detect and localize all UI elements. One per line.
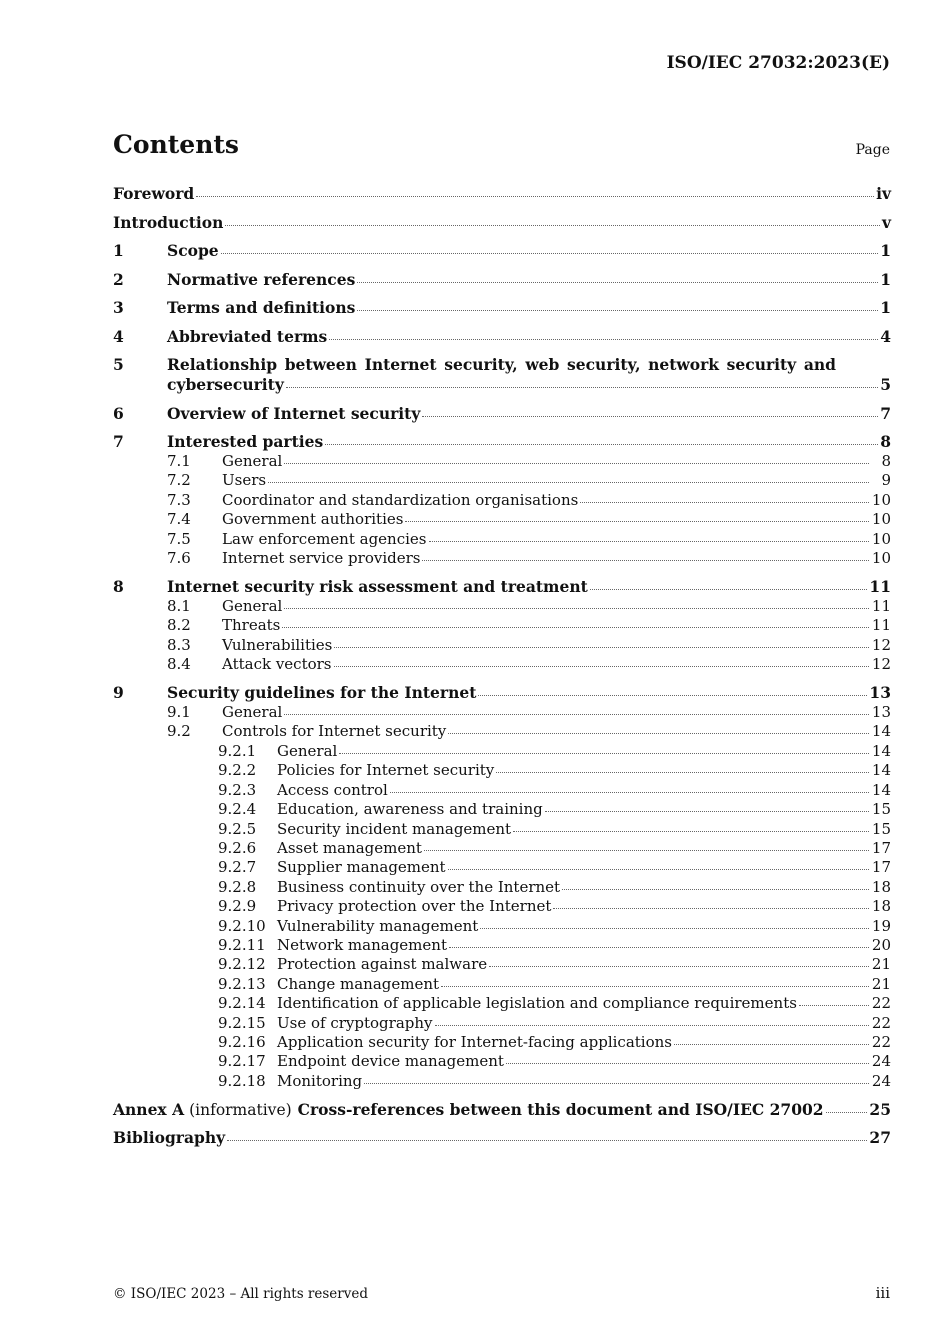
toc-entry-text: Cross-references between this document and ISO/IEC 27002 — [297, 1099, 824, 1119]
toc-subsubclause[interactable] — [113, 761, 891, 780]
toc-entry-page: 14 — [871, 741, 891, 760]
toc-entry-text: Introduction — [113, 212, 224, 232]
toc-subclause[interactable] — [113, 597, 891, 616]
dot-leader — [282, 627, 869, 628]
toc-entry-page: 7 — [880, 403, 891, 423]
toc-entry-page: 21 — [871, 955, 891, 974]
dot-leader — [496, 772, 869, 773]
toc-entry-page: 14 — [871, 780, 891, 799]
dot-leader — [284, 463, 869, 464]
dot-leader — [334, 647, 869, 648]
dot-leader — [225, 225, 880, 226]
toc-subsubclause[interactable] — [113, 936, 891, 955]
toc-entry-number: 9.2.1 — [218, 741, 257, 760]
toc-entry-text: General — [222, 452, 283, 470]
toc-entry-page: 15 — [871, 819, 891, 838]
toc-clause-6[interactable] — [113, 404, 891, 424]
dot-leader — [449, 947, 869, 948]
toc-entry-text: Security guidelines for the Internet — [167, 683, 477, 703]
toc-subclause[interactable] — [113, 722, 891, 741]
toc-entry-number: 9.2.5 — [218, 819, 257, 838]
toc-entry-text: Overview of Internet security — [167, 403, 421, 423]
toc-entry-text: Users — [222, 471, 267, 490]
dot-leader — [422, 560, 869, 561]
annex-informative: (informative) — [189, 1100, 292, 1119]
toc-entry-text: Policies for Internet security — [277, 761, 495, 780]
toc-entry-page: 14 — [871, 761, 891, 780]
toc-entry-page: 18 — [871, 897, 891, 916]
toc-entry-text: Abbreviated terms — [167, 326, 328, 346]
toc-subsubclause[interactable] — [113, 975, 891, 994]
dot-leader — [405, 521, 869, 522]
toc-clause-9[interactable] — [113, 683, 891, 703]
toc-entry-number: 9.2.8 — [218, 877, 257, 896]
document-id: ISO/IEC 27032:2023(E) — [666, 53, 890, 73]
toc-subsubclause[interactable] — [113, 1033, 891, 1052]
toc-entry-number: 7.2 — [167, 471, 191, 490]
toc-subsubclause[interactable] — [113, 858, 891, 877]
toc-entry-number: 9.1 — [167, 703, 191, 722]
dot-leader — [424, 850, 869, 851]
toc-entry-page: 25 — [869, 1099, 891, 1119]
toc-entry-text: Endpoint device management — [277, 1052, 504, 1071]
toc-clause-1[interactable] — [113, 241, 891, 261]
toc-clause-2[interactable] — [113, 270, 891, 290]
dot-leader — [284, 608, 869, 609]
toc-entry-text: Coordinator and standardization organisations — [222, 490, 579, 509]
dot-leader — [357, 310, 878, 311]
toc-entry-number: 8 — [113, 576, 124, 596]
dot-leader — [562, 889, 869, 890]
toc-entry-text-line2: cybersecurity — [167, 375, 284, 394]
dot-leader — [506, 1063, 869, 1064]
toc-subclause[interactable] — [113, 510, 891, 529]
toc-entry-text: Network management — [277, 935, 447, 954]
dot-leader — [435, 1025, 870, 1026]
page-column-label: Page — [855, 142, 890, 158]
dot-leader — [478, 695, 867, 696]
toc-entry-page: 22 — [871, 1013, 891, 1032]
toc-clause-5[interactable] — [113, 355, 891, 395]
toc-subclause[interactable] — [113, 471, 891, 490]
toc-entry-page: 10 — [871, 549, 891, 568]
toc-entry-number: 7 — [113, 432, 124, 451]
dot-leader — [339, 753, 869, 754]
toc-entry-page: 19 — [871, 916, 891, 935]
toc-entry-number: 7.5 — [167, 529, 191, 548]
dot-leader — [364, 1083, 869, 1084]
dot-leader — [513, 831, 869, 832]
toc-entry-introduction[interactable] — [113, 213, 891, 233]
toc-subsubclause[interactable] — [113, 1072, 891, 1091]
dot-leader — [284, 714, 869, 715]
contents-title: Contents — [113, 130, 240, 159]
toc-entry-page: 21 — [871, 974, 891, 993]
toc-subsubclause[interactable] — [113, 897, 891, 916]
toc-entry-text: Threats — [222, 616, 281, 635]
toc-entry-text: Interested parties — [167, 432, 324, 451]
toc-subsubclause[interactable] — [113, 800, 891, 819]
dot-leader — [448, 733, 869, 734]
toc-entry-number: 9.2.2 — [218, 761, 257, 780]
toc-entry-number: 7.1 — [167, 452, 191, 470]
dot-leader — [489, 966, 869, 967]
toc-entry-text: Controls for Internet security — [222, 722, 447, 741]
dot-leader — [480, 928, 869, 929]
toc-entry-number: 9.2.13 — [218, 974, 266, 993]
toc-entry-number: 4 — [113, 326, 124, 346]
toc-entry-number: 8.2 — [167, 616, 191, 635]
dot-leader — [268, 482, 869, 483]
annex-label: Annex A — [113, 1099, 185, 1119]
toc-entry-page: 24 — [871, 1071, 891, 1090]
toc-entry-text: Vulnerability management — [277, 916, 479, 935]
toc-entry-page: 5 — [880, 375, 891, 394]
toc-entry-text: Monitoring — [277, 1071, 363, 1090]
dot-leader — [334, 666, 869, 667]
toc-entry-number: 9.2.10 — [218, 916, 266, 935]
toc-entry-number: 3 — [113, 298, 124, 317]
dot-leader — [799, 1005, 869, 1006]
toc-entry-number: 9 — [113, 683, 124, 703]
toc-entry-page: 1 — [880, 269, 891, 289]
toc-entry-annex-a[interactable] — [113, 1100, 891, 1120]
toc-entry-number: 8.4 — [167, 655, 191, 674]
dot-leader — [429, 541, 870, 542]
toc-entry-text: Asset management — [277, 838, 422, 857]
toc-entry-number: 9.2.6 — [218, 838, 257, 857]
toc-subclause[interactable] — [113, 452, 891, 471]
toc-subclause[interactable] — [113, 655, 891, 674]
toc-subclause[interactable] — [113, 491, 891, 510]
toc-entry-page: 14 — [871, 722, 891, 741]
toc-entry-text: Privacy protection over the Internet — [277, 897, 552, 916]
toc-entry-number: 9.2.14 — [218, 994, 266, 1013]
toc-subsubclause[interactable] — [113, 820, 891, 839]
toc-entry-number: 9.2 — [167, 722, 191, 741]
toc-subsubclause[interactable] — [113, 742, 891, 761]
toc-entry-page: 24 — [871, 1052, 891, 1071]
toc-entry-text: Bibliography — [113, 1128, 226, 1148]
toc-entry-page: 10 — [871, 529, 891, 548]
toc-entry-text: Education, awareness and training — [277, 800, 543, 819]
dot-leader — [580, 502, 869, 503]
dot-leader — [553, 908, 869, 909]
toc-entry-page: 1 — [880, 241, 891, 260]
toc-entry-text: Internet service providers — [222, 549, 421, 568]
toc-subclause[interactable] — [113, 636, 891, 655]
toc-entry-number: 9.2.4 — [218, 800, 257, 819]
toc-entry-number: 2 — [113, 269, 124, 289]
toc-entry-page: 12 — [871, 635, 891, 654]
dot-leader — [590, 589, 868, 590]
toc-entry-text: Law enforcement agencies — [222, 529, 427, 548]
toc-entry-page: iv — [876, 184, 891, 203]
toc-entry-number: 9.2.12 — [218, 955, 266, 974]
toc-entry-text: General — [222, 703, 283, 722]
dot-leader — [329, 339, 878, 340]
toc-clause-4[interactable] — [113, 327, 891, 347]
dot-leader — [325, 444, 878, 445]
page-number: iii — [875, 1284, 890, 1302]
toc-entry-foreword[interactable] — [113, 184, 891, 204]
toc-entry-page: 10 — [871, 490, 891, 509]
toc-entry-text: Scope — [167, 241, 219, 260]
toc-entry-page: v — [881, 212, 891, 232]
toc-entry-text: Foreword — [113, 184, 195, 203]
toc-entry-text: Normative references — [167, 269, 356, 289]
toc-entry-number: 6 — [113, 403, 124, 423]
toc-entry-number: 9.2.15 — [218, 1013, 266, 1032]
toc-entry-page: 4 — [880, 326, 891, 346]
toc-entry-text: General — [222, 596, 283, 615]
toc-entry-page: 22 — [871, 1032, 891, 1051]
toc-subsubclause[interactable] — [113, 781, 891, 800]
toc-entry-number: 7.4 — [167, 510, 191, 529]
dot-leader — [196, 196, 874, 197]
copyright-notice: © ISO/IEC 2023 – All rights reserved — [113, 1286, 368, 1302]
toc-entry-text: Terms and definitions — [167, 298, 356, 317]
toc-entry-number: 9.2.7 — [218, 858, 257, 877]
dot-leader — [441, 986, 869, 987]
toc-entry-page: 12 — [871, 655, 891, 674]
toc-entry-text: General — [277, 741, 338, 760]
toc-entry-number: 9.2.11 — [218, 935, 266, 954]
toc-entry-text: Access control — [277, 780, 388, 799]
toc-entry-number: 8.3 — [167, 635, 191, 654]
toc-entry-number: 8.1 — [167, 596, 191, 615]
toc-clause-3[interactable] — [113, 298, 891, 318]
toc-entry-page: 8 — [880, 432, 891, 451]
toc-subclause[interactable] — [113, 703, 891, 722]
dot-leader — [357, 282, 878, 283]
toc-entry-page: 27 — [869, 1128, 891, 1148]
dot-leader — [448, 869, 869, 870]
toc-entry-text: Use of cryptography — [277, 1013, 433, 1032]
toc-entry-page: 11 — [871, 616, 891, 635]
toc-entry-text: Vulnerabilities — [222, 635, 333, 654]
toc-entry-page: 9 — [881, 471, 891, 490]
toc-entry-number: 7.6 — [167, 549, 191, 568]
toc-entry-page: 18 — [871, 877, 891, 896]
toc-subsubclause[interactable] — [113, 955, 891, 974]
toc-entry-text: Security incident management — [277, 819, 512, 838]
toc-entry-text: Application security for Internet-facing applications — [277, 1032, 672, 1051]
dot-leader — [221, 253, 879, 254]
toc-subsubclause[interactable] — [113, 839, 891, 858]
toc-subclause[interactable] — [113, 530, 891, 549]
toc-subsubclause[interactable] — [113, 1052, 891, 1071]
toc-entry-number: 9.2.3 — [218, 780, 257, 799]
toc-entry-page: 17 — [871, 838, 891, 857]
toc-subclause[interactable] — [113, 616, 891, 635]
toc-entry-text: Attack vectors — [222, 655, 332, 674]
toc-subsubclause[interactable] — [113, 917, 891, 936]
toc-entry-number: 5 — [113, 355, 124, 374]
toc-subsubclause[interactable] — [113, 994, 891, 1013]
toc-clause-8[interactable] — [113, 577, 891, 597]
toc-entry-text: Change management — [277, 974, 440, 993]
toc-entry-number: 9.2.17 — [218, 1052, 266, 1071]
toc-subsubclause[interactable] — [113, 878, 891, 897]
dot-leader — [286, 387, 878, 388]
dot-leader — [674, 1044, 869, 1045]
dot-leader — [422, 416, 878, 417]
toc-entry-number: 7.3 — [167, 490, 191, 509]
toc-entry-text-line1: Relationship between Internet security, web security, network security and — [167, 355, 836, 374]
toc-entry-page: 13 — [871, 703, 891, 722]
dot-leader — [227, 1140, 867, 1141]
toc-entry-page: 20 — [871, 935, 891, 954]
toc-entry-page: 10 — [871, 510, 891, 529]
toc-entry-number: 9.2.18 — [218, 1071, 266, 1090]
toc-entry-page: 11 — [871, 596, 891, 615]
dot-leader — [545, 811, 869, 812]
toc-subclause[interactable] — [113, 549, 891, 568]
table-of-contents — [113, 184, 891, 1148]
toc-entry-number: 9.2.9 — [218, 897, 257, 916]
toc-entry-text: Protection against malware — [277, 955, 488, 974]
toc-entry-page: 15 — [871, 800, 891, 819]
toc-entry-text: Internet security risk assessment and treatment — [167, 576, 588, 596]
toc-entry-text: Identification of applicable legislation and compliance requirements — [277, 994, 797, 1013]
toc-entry-page: 17 — [871, 858, 891, 877]
dot-leader — [390, 792, 869, 793]
toc-subsubclause[interactable] — [113, 1014, 891, 1033]
dot-leader — [826, 1112, 868, 1113]
toc-entry-page: 1 — [880, 298, 891, 317]
toc-entry-page: 13 — [869, 683, 891, 703]
toc-entry-bibliography[interactable] — [113, 1128, 891, 1148]
toc-clause-7[interactable] — [113, 432, 891, 452]
toc-entry-text: Government authorities — [222, 510, 404, 529]
toc-entry-page: 22 — [871, 994, 891, 1013]
toc-entry-number: 1 — [113, 241, 124, 260]
toc-entry-text: Supplier management — [277, 858, 446, 877]
toc-entry-text: Business continuity over the Internet — [277, 877, 561, 896]
toc-entry-page: 8 — [881, 452, 891, 470]
toc-entry-number: 9.2.16 — [218, 1032, 266, 1051]
toc-entry-page: 11 — [869, 576, 891, 596]
